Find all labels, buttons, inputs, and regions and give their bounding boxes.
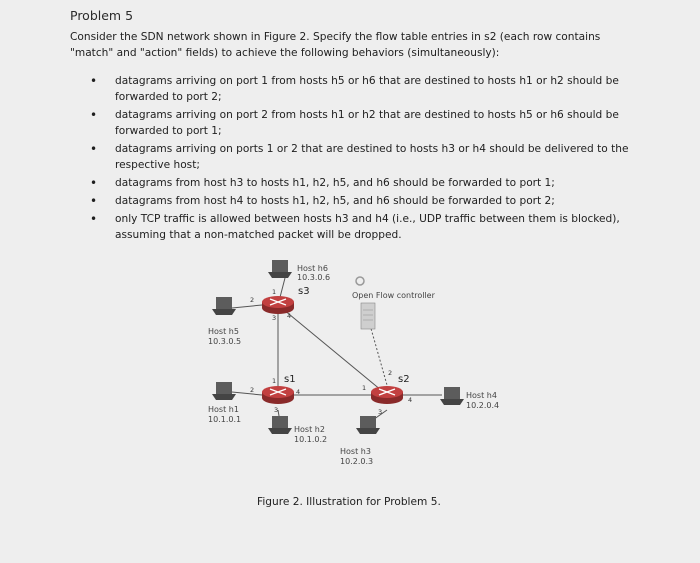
port-label: 3 (378, 408, 383, 416)
host-h5-computer-icon (212, 297, 236, 315)
host-h5-ip: 10.3.0.5 (208, 337, 242, 346)
link-controller-s2 (370, 325, 387, 385)
port-label: 3 (274, 406, 279, 414)
list-item: • only TCP traffic is allowed between hosts h3 and h4 (i.e., UDP traffic between them is blocked), assuming that a non-matched packet will be dropped. (90, 211, 650, 243)
port-label: 4 (287, 312, 292, 320)
list-item: • datagrams arriving on port 1 from hosts h5 or h6 that are destined to hosts h1 or h2 should be forwarded to port 2; (90, 73, 650, 105)
switch-s2-icon (371, 386, 403, 404)
host-h2-name: Host h2 (294, 425, 325, 434)
host-h6-name: Host h6 (297, 264, 328, 273)
host-h3-ip: 10.2.0.3 (340, 457, 374, 466)
host-h6-computer-icon (268, 260, 292, 278)
list-item: • datagrams arriving on ports 1 or 2 that are destined to hosts h3 or h4 should be delivered to the respective host; (90, 141, 650, 173)
port-label: 3 (272, 314, 277, 322)
switch-s1-icon (262, 386, 294, 404)
figure-caption: Figure 2. Illustration for Problem 5. (257, 496, 441, 508)
port-label: 4 (408, 396, 413, 404)
problem-intro: Consider the SDN network shown in Figure 2. Specify the flow table entries in s2 (each row contains "match" and "action" fields) to achieve the following behaviors (simultaneously): (70, 31, 601, 59)
host-h4-name: Host h4 (466, 391, 497, 400)
host-h3-computer-icon (356, 416, 380, 434)
host-h1-name: Host h1 (208, 405, 239, 414)
controller-label: Open Flow controller (352, 291, 435, 300)
network-diagram (190, 250, 540, 480)
host-h1-computer-icon (212, 382, 236, 400)
list-item: • datagrams from host h4 to hosts h1, h2, h5, and h6 should be forwarded to port 2; (90, 193, 650, 209)
controller-icon (356, 277, 375, 329)
host-h6-ip: 10.3.0.6 (297, 273, 331, 282)
port-label: 1 (272, 288, 277, 296)
problem-heading: Problem 5 (70, 8, 134, 23)
list-item: • datagrams arriving on port 2 from hosts h1 or h2 that are destined to hosts h5 or h6 should be forwarded to port 1; (90, 107, 650, 139)
host-h4-ip: 10.2.0.4 (466, 401, 500, 410)
host-h4-computer-icon (440, 387, 464, 405)
switch-s2-label: s2 (398, 374, 410, 385)
list-item: • datagrams from host h3 to hosts h1, h2, h5, and h6 should be forwarded to port 1; (90, 175, 650, 191)
behavior-list (90, 73, 650, 245)
port-label: 1 (362, 384, 367, 392)
switch-s3-label: s3 (298, 286, 310, 297)
link-s3-h5 (232, 305, 262, 308)
host-h2-computer-icon (268, 416, 292, 434)
port-label: 4 (296, 388, 301, 396)
port-label: 1 (272, 377, 277, 385)
switch-s1-label: s1 (284, 374, 296, 385)
link-s1-h1 (232, 392, 262, 395)
host-h1-ip: 10.1.0.1 (208, 415, 242, 424)
host-h5-name: Host h5 (208, 327, 239, 336)
host-h3-name: Host h3 (340, 447, 371, 456)
port-label: 2 (250, 296, 255, 304)
host-h2-ip: 10.1.0.2 (294, 435, 328, 444)
port-label: 2 (250, 386, 255, 394)
port-label: 2 (388, 369, 393, 377)
